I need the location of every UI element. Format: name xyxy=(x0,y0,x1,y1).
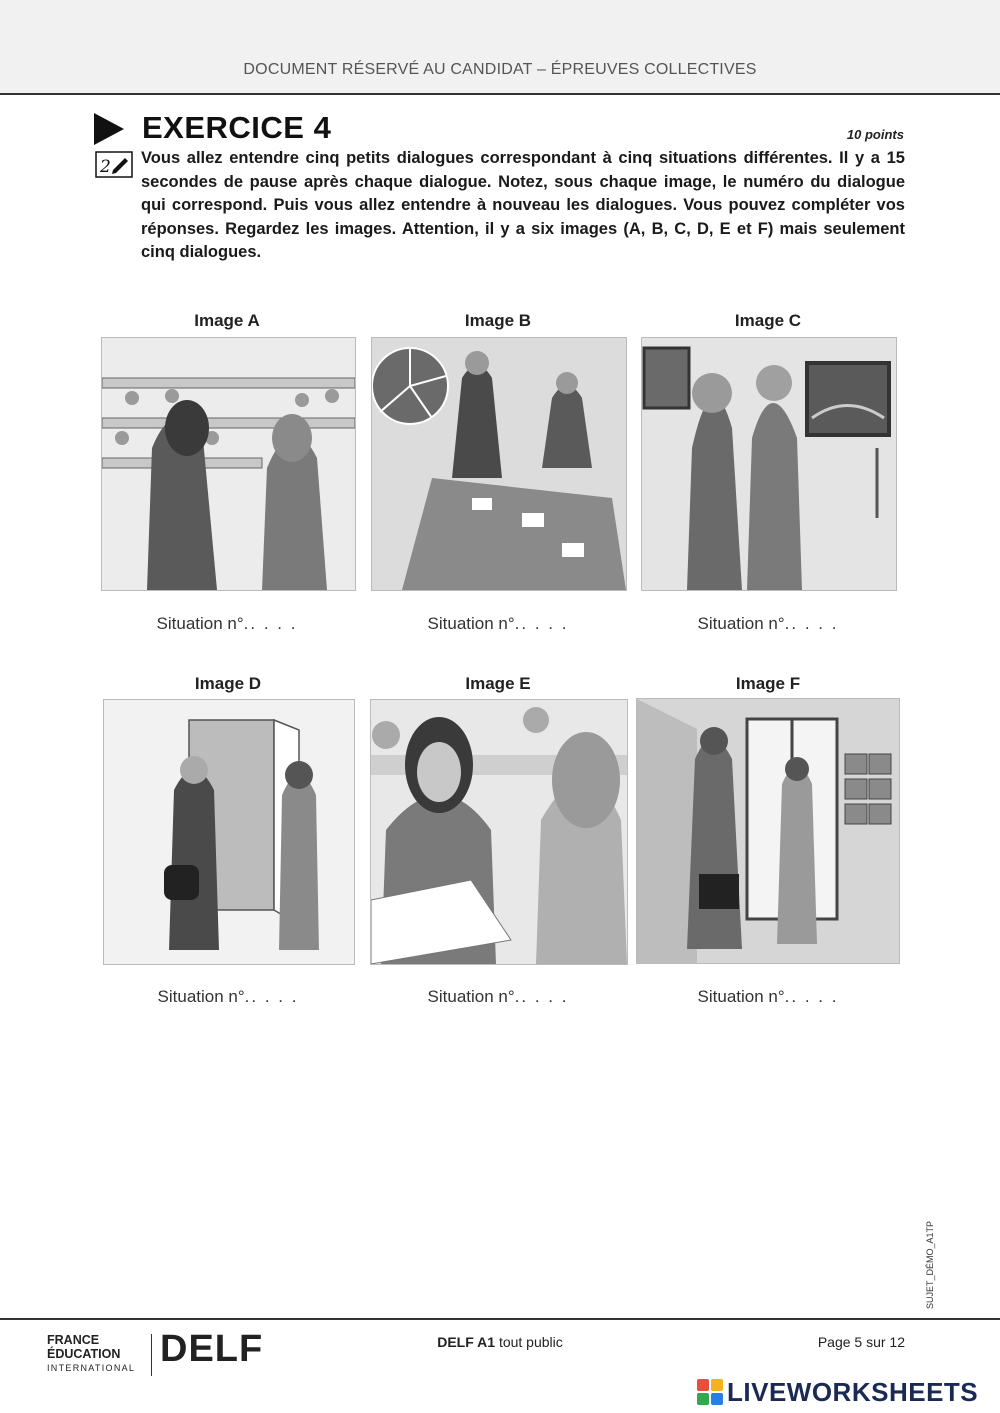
exam-name xyxy=(380,1334,620,1350)
situation-label: Situation n° xyxy=(697,614,785,633)
answer-blank[interactable]: .. . . . xyxy=(784,614,839,633)
image-b-title: Image B xyxy=(464,311,532,330)
exam-level: DELF A1 xyxy=(437,1334,496,1350)
situation-label: Situation n° xyxy=(156,614,244,633)
play-arrow-icon xyxy=(94,113,124,145)
image-a-answer[interactable] xyxy=(100,614,354,634)
image-d-title: Image D xyxy=(194,674,262,693)
delf-logo: DELF xyxy=(160,1328,264,1370)
org-line-3: INTERNATIONAL xyxy=(47,1363,136,1373)
image-e-answer[interactable] xyxy=(371,987,625,1007)
image-d-illustration xyxy=(103,699,355,965)
image-e-title: Image E xyxy=(465,674,531,693)
image-f-answer[interactable] xyxy=(641,987,895,1007)
image-b-answer[interactable] xyxy=(371,614,625,634)
image-d-answer[interactable] xyxy=(101,987,355,1007)
liveworksheets-blocks-icon xyxy=(697,1379,723,1405)
image-a-illustration xyxy=(101,337,356,591)
liveworksheets-wordmark: LIVEWORKSHEETS xyxy=(727,1376,979,1407)
image-c-illustration xyxy=(641,337,897,591)
answer-blank[interactable]: .. . . . xyxy=(244,987,299,1006)
exam-audience: tout public xyxy=(498,1334,563,1350)
image-f-illustration xyxy=(636,698,900,964)
exercise-instructions: Vous allez entendre cinq petits dialogues correspondant à cinq situations différentes. Il y a 15 secondes de pause après chaque dialogue. Notez, sous chaque image, le numéro du dialogue qui correspond. Puis vous allez entendre à nouveau les dialogues. Vous pouvez compléter vos réponses. Regardez les images. Attention, il y a six images (A, B, C, D, E et F) mais seulement cinq dialogues. xyxy=(141,149,905,261)
header-text: DOCUMENT RÉSERVÉ AU CANDIDAT – ÉPREUVES COLLECTIVES xyxy=(243,61,757,78)
image-c-answer[interactable] xyxy=(641,614,895,634)
answer-blank[interactable]: .. . . . xyxy=(243,614,298,633)
liveworksheets-logo[interactable] xyxy=(697,1377,978,1407)
org-line-1: FRANCE xyxy=(47,1333,100,1347)
situation-label: Situation n° xyxy=(427,987,515,1006)
image-c-title: Image C xyxy=(734,311,802,330)
org-line-2: ÉDUCATION xyxy=(47,1347,121,1361)
image-f-title: Image F xyxy=(735,674,801,693)
situation-label: Situation n° xyxy=(697,987,785,1006)
footer-divider xyxy=(0,1318,1000,1320)
listen-icon-number: 2 xyxy=(100,157,111,177)
situation-label: Situation n° xyxy=(157,987,245,1006)
page-number: Page 5 sur 12 xyxy=(817,1334,905,1350)
listen-twice-icon xyxy=(95,151,133,178)
answer-blank[interactable]: .. . . . xyxy=(514,987,569,1006)
situation-label: Situation n° xyxy=(427,614,515,633)
france-education-logo xyxy=(47,1333,135,1375)
header-band xyxy=(0,0,1000,95)
exercise-title: EXERCICE 4 xyxy=(142,110,332,145)
exercise-points: 10 points xyxy=(846,127,904,142)
image-a-title: Image A xyxy=(194,311,260,330)
document-code: SUJET_DÉMO_A1TP xyxy=(925,1220,935,1310)
logo-divider xyxy=(151,1334,152,1376)
answer-blank[interactable]: .. . . . xyxy=(784,987,839,1006)
image-b-illustration xyxy=(371,337,627,591)
image-e-illustration xyxy=(370,699,628,965)
answer-blank[interactable]: .. . . . xyxy=(514,614,569,633)
